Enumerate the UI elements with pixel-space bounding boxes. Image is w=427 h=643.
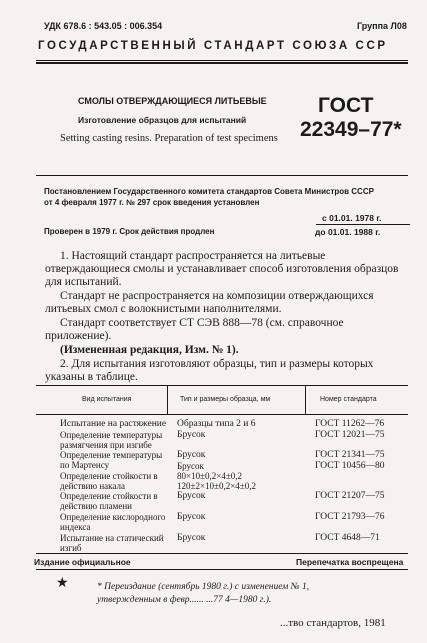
table-row-standard: ГОСТ 21793—76 xyxy=(315,512,385,522)
table-row-standard: ГОСТ 12021—75 xyxy=(315,430,385,440)
title-rule xyxy=(36,175,408,176)
official-edition-label: Издание официальное xyxy=(34,557,131,567)
review-note: Проверен в 1979 г. Срок действия продлен xyxy=(44,227,215,236)
document-subtitle: Изготовление образцов для испытаний xyxy=(78,115,247,125)
date-divider xyxy=(316,224,410,225)
decree-line-2: от 4 февраля 1977 г. № 297 срок введения установлен xyxy=(44,198,260,207)
paragraph-samples: 2. Для испытания изготовляют образцы, тип и размеры которых указаны в таблице. xyxy=(45,358,374,383)
table-row-sample: Образцы типа 2 и 6 xyxy=(177,419,256,429)
table-row-test: Определение кислородного индекса xyxy=(60,512,166,532)
publisher-line: ...тво стандартов, 1981 xyxy=(280,617,386,629)
table-row-standard: ГОСТ 21341—75 xyxy=(315,450,385,460)
footer-rule xyxy=(36,569,408,570)
table-row-standard: ГОСТ 21207—75 xyxy=(315,491,385,501)
reissue-note-line-1: * Переиздание (сентябрь 1980 г.) с изменением № 1, xyxy=(97,582,310,592)
group-code: Группа Л08 xyxy=(357,21,407,31)
table-bottom-border xyxy=(36,553,408,554)
document-title: СМОЛЫ ОТВЕРЖДАЮЩИЕСЯ ЛИТЬЕВЫЕ xyxy=(78,96,267,106)
reissue-note-line-2: утвержденным в февр...... ...77 4—1980 г.). xyxy=(97,595,272,605)
gost-number: 22349–77* xyxy=(300,118,402,141)
table-col-divider-2 xyxy=(305,386,306,414)
table-row-sample: Брусок xyxy=(177,533,206,543)
star-icon: ★ xyxy=(56,576,69,591)
standard-header: ГОСУДАРСТВЕННЫЙ СТАНДАРТ СОЮЗА ССР xyxy=(38,40,388,52)
table-row-test: Определение температуры размягчения при изгибе xyxy=(60,430,163,450)
paragraph-scope: 1. Настоящий стандарт распространяется на литьевые отверждающиеся смолы и устанавливает способ изготовления образцов для испытаний. xyxy=(45,250,399,288)
table-header-standard: Номер стандарта xyxy=(320,396,377,403)
udk-code: УДК 678.6 : 543.05 : 006.354 xyxy=(44,21,163,31)
table-row-sample: Брусок xyxy=(177,512,206,522)
paragraph-compliance: Стандарт соответствует СТ СЭВ 888—78 (см. справочное приложение). xyxy=(45,317,344,342)
effective-date: с 01.01. 1978 г. xyxy=(322,213,382,223)
table-row-standard: ГОСТ 4648—71 xyxy=(315,533,380,543)
paragraph-amendment: (Измененная редакция, Изм. № 1). xyxy=(60,344,239,356)
table-header-test: Вид испытания xyxy=(82,396,132,403)
paragraph-exclusion: Стандарт не распространяется на композиции отверждающихся литьевых смол с волокнистыми наполнителями. xyxy=(45,290,374,315)
gost-label: ГОСТ xyxy=(318,94,374,117)
header-rule-thick xyxy=(36,62,408,64)
table-header-sample: Тип и размеры образца, мм xyxy=(180,396,271,403)
table-row-sample: Брусок xyxy=(177,450,206,460)
table-header-border xyxy=(36,414,408,415)
header-rule xyxy=(36,60,408,61)
table-row-standard: ГОСТ 10456—80 xyxy=(315,461,385,471)
expiry-date: до 01.01. 1988 г. xyxy=(315,227,381,237)
decree-line-1: Постановлением Государственного комитета стандартов Совета Министров СССР xyxy=(44,187,374,196)
table-row-test: Определение стойкости в действию пламени xyxy=(60,491,158,511)
table-col-divider-1 xyxy=(167,386,168,414)
table-row-standard: ГОСТ 11262—76 xyxy=(315,419,385,429)
table-row-test: Определение температуры по Мартенсу xyxy=(60,450,163,470)
reprint-notice: Перепечатка воспрещена xyxy=(296,557,404,567)
document-title-en: Setting casting resins. Preparation of test specimens xyxy=(60,133,278,144)
table-row-sample: Брусок xyxy=(177,491,206,501)
table-row-sample: Брусок xyxy=(177,430,206,440)
table-top-border xyxy=(36,385,408,386)
table-row-test: Испытание на растяжение xyxy=(60,419,167,429)
table-row-test: Испытание на статический изгиб xyxy=(60,533,164,553)
table-row-sample: Брусок 80×10±0,2×4±0,2 120±2×10±0,2×4±0,2 xyxy=(177,461,256,491)
table-row-test: Определение стойкости в действию накала xyxy=(60,471,158,491)
